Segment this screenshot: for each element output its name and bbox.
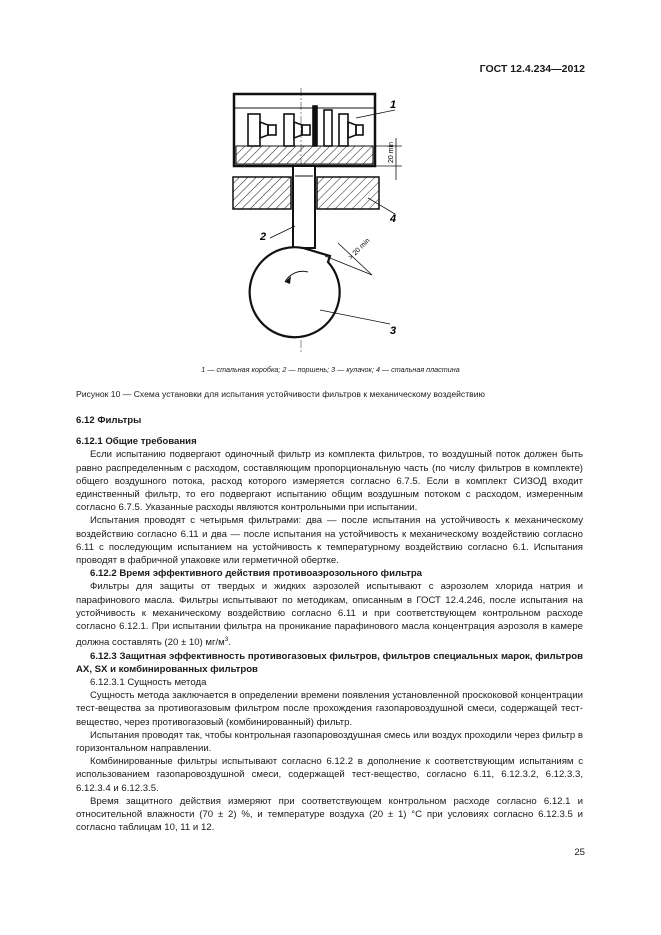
steel-plate-right — [317, 177, 379, 209]
label-3: 3 — [390, 325, 397, 337]
paragraph-3: Фильтры для защиты от твердых и жидких аэрозолей испытывают с аэрозолем хлорида натрия и парафинового масла. Фильтры испытывают по методикам, описанным в ГОСТ 12.4.246, после испытания на устойчивость к механическому воздействию согласно 6.11 и при соответствующем контрольном расходе согласно 6.12.1. При испытании фильтра на проникание парафинового масла концентрация аэрозоля в камере должна составлять (20 ± 10) $мг/м^3$. — [76, 581, 583, 649]
heading-6-12-3-1: 6.12.3.1 Сущность метода — [90, 677, 207, 689]
standard-number: ГОСТ 12.4.234—2012 — [479, 63, 585, 75]
paragraph-6: Комбинированные фильтры испытывают согласно 6.12.2 в дополнение к соответствующим испытаниям с использованием газопаровоздушной смеси, содержащей тест-вещество, согласно 6.11, 6.12.3.2, 6.12.3.3, 6.12.3.4 и 6.12.3.5. — [76, 756, 583, 794]
paragraph-5: Испытания проводят так, чтобы контрольная газопаровоздушная смесь или воздух проходили через фильтр в горизонтальном направлении. — [76, 729, 583, 755]
filters-in-box — [248, 106, 363, 146]
label-4: 4 — [390, 213, 397, 225]
label-1: 1 — [390, 99, 397, 111]
heading-6-12-1: 6.12.1 Общие требования — [76, 436, 197, 448]
label-2: 2 — [260, 231, 267, 243]
figure-caption: Рисунок 10 — Схема установки для испытания устойчивости фильтров к механическому воздействию — [76, 389, 485, 399]
heading-6-12: 6.12 Фильтры — [76, 415, 142, 426]
paragraph-1: Если испытанию подвергают одиночный фильтр из комплекта фильтров, то воздушный поток должен быть равно распределенным с расходом, составляющим пропорциональную часть (по числу фильтров в комплекте) общего воздушного потока, расход которого измеряется согласно 6.7.5. Если в комплект СИЗОД входит единственный фильтр, то его подвергают испытанию общим воздушным потоком с расходом, измеренным согласно 6.7.5. Указанные расходы являются контрольными при испытании. — [76, 449, 583, 514]
test-setup-figure — [150, 88, 450, 358]
paragraph-4: Сущность метода заключается в определении времени появления установленной проскоковой концентрации тест-вещества за противогазовым фильтром после прохождения газопаровоздушной смеси, содержащей тест-вещество, через противогазовый (комбинированный) фильтр. — [76, 690, 583, 728]
section-body — [76, 414, 583, 834]
page-number: 25 — [574, 847, 585, 858]
steel-plate-left — [233, 177, 291, 209]
dim-20min: 20 min — [388, 141, 395, 163]
figure-legend: 1 — стальная коробка; 2 — поршень; 3 — кулачок; 4 — стальная пластина — [201, 365, 460, 374]
heading-6-12-2: 6.12.2 Время эффективного действия противоаэрозольного фильтра — [90, 568, 423, 580]
paragraph-2: Испытания проводят с четырьмя фильтрами: два — после испытания на устойчивость к механическому воздействию согласно 6.11 и два — после испытания на устойчивость к механическому воздействию согласно 6.11 с последующим испытанием на устойчивость к температурному воздействию согласно 6.1. Испытания проводят в фабричной упаковке или герметичной обертке. — [76, 515, 583, 567]
piston — [293, 166, 315, 248]
heading-6-12-3: 6.12.3 Защитная эффективность противогазовых фильтров, фильтров специальных марок, фильтров AX, SX и комбинированных фильтров — [76, 650, 583, 675]
cam — [250, 247, 340, 337]
dim-over-20min: > 20 min — [347, 237, 372, 262]
paragraph-7: Время защитного действия измеряют при соответствующем контрольном расходе согласно 6.12.1 и относительной влажности (70 ± 2) %, и температуре воздуха (20 ± 1) °С при условиях согласно 6.12.3.5 и согласно таблицам 10, 11 и 12. — [76, 795, 583, 834]
